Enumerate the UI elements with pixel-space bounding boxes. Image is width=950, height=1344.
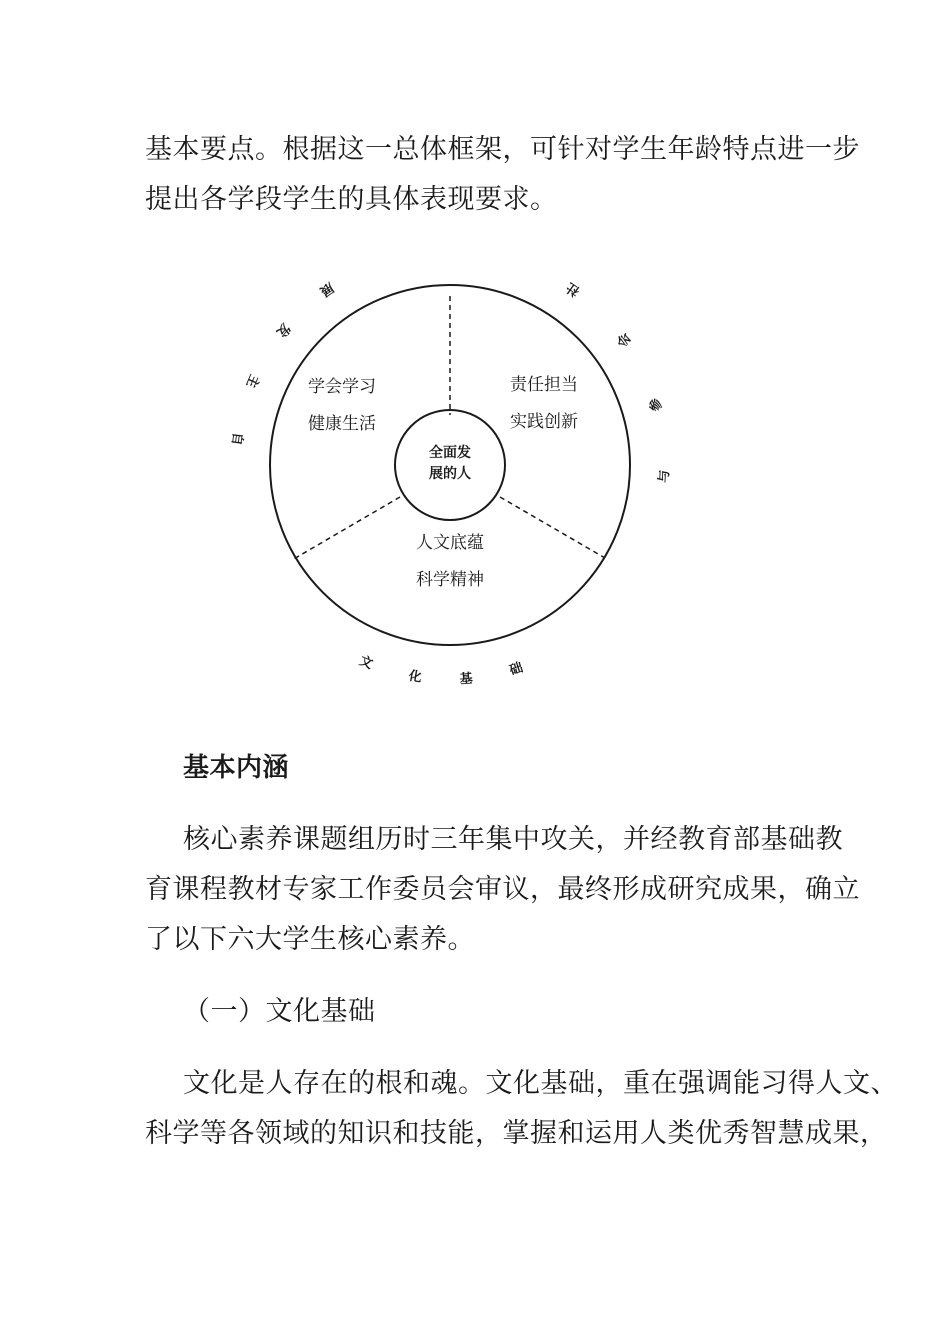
- arc-bottom-char: 文: [357, 653, 375, 673]
- center-label-2: 展的人: [429, 466, 471, 482]
- para1-line-3: 了以下六大学生核心素养。: [145, 924, 475, 955]
- arc-left-char: 展: [317, 279, 337, 299]
- outer-label-bottom: [357, 653, 525, 688]
- center-circle: [395, 410, 505, 520]
- arc-left-char: 发: [272, 319, 293, 340]
- arc-bottom-char: 基: [459, 671, 474, 688]
- arc-right-char: 参: [647, 396, 666, 413]
- arc-bottom-char: 化: [407, 668, 423, 686]
- intro-line-2: 提出各学段学生的具体表现要求。: [145, 184, 558, 215]
- arc-right-char: 与: [656, 469, 673, 484]
- divider-right: [500, 497, 605, 558]
- intro-line-1: 基本要点。根据这一总体框架，可针对学生年龄特点进一步: [145, 134, 860, 165]
- para1-line-2: 育课程教材专家工作委员会审议，最终形成研究成果，确立: [145, 874, 860, 905]
- arc-left-char: 自: [228, 431, 245, 447]
- outer-label-right: [563, 279, 672, 483]
- section-heading: 基本内涵: [183, 753, 290, 783]
- arc-right-char: 会: [614, 329, 635, 350]
- bottom-label-1: 人文底蕴: [416, 533, 484, 553]
- para2-line-1: 文化是人存在的根和魂。文化基础，重在强调能习得人文、: [183, 1068, 898, 1099]
- subheading: （一）文化基础: [183, 996, 376, 1027]
- bottom-label-2: 科学精神: [416, 570, 484, 590]
- para1-line-1: 核心素养课题组历时三年集中攻关，并经教育部基础教: [183, 824, 843, 855]
- arc-right-char: 社: [563, 279, 583, 299]
- upper-right-label-1: 责任担当: [510, 375, 578, 395]
- upper-left-label-1: 学会学习: [308, 377, 376, 397]
- divider-left: [292, 497, 400, 560]
- upper-left-label-2: 健康生活: [308, 414, 376, 434]
- outer-circle: [270, 285, 630, 645]
- upper-right-label-2: 实践创新: [510, 412, 578, 432]
- para2-line-2: 科学等各领域的知识和技能，掌握和运用人类优秀智慧成果，: [145, 1118, 888, 1149]
- center-label-1: 全面发: [429, 445, 471, 461]
- arc-bottom-char: 础: [507, 660, 525, 679]
- arc-left-char: 主: [242, 372, 262, 390]
